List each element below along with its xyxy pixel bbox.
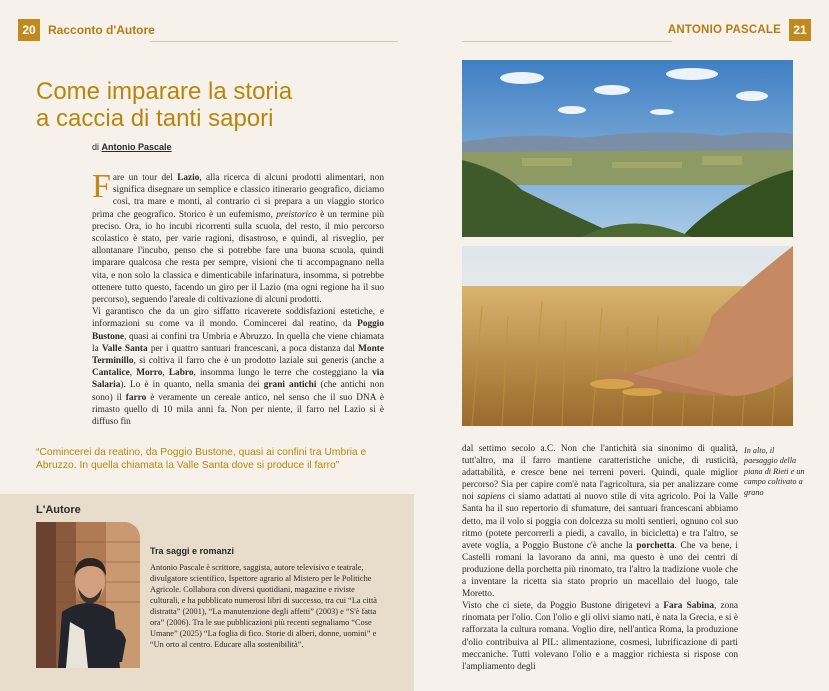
paragraph-2: Vi garantisco che da un giro siffatto ricaverete soddisfazioni estetiche, e informazioni su come va il mondo. Comincerei dal reatino, da Poggio Bustone, quasi ai confini tra Umbria e Abruzzo. In quella che viene chiamata la Valle Santa per i quattro santuari francescani, a poca distanza dal Monte Terminillo, si coltiva il farro che è un prodotto laziale sui generis (anche a Cantalice, Morro, Labro, insomma lungo le terre che costeggiano la via Salaria). Lo è in quanto, nella smania dei grani antichi (che antichi non sono) il farro è veramente un cereale antico, nel senso che il suo DNA è rimasto quello di 10 mila anni fa. Non per niente, il farro nel Lazio si è diffuso fin (92, 307, 384, 428)
wheat-hand-photo (462, 246, 793, 426)
author-box-subheading: Tra saggi e romanzi (150, 546, 235, 556)
left-page-number: 20 (18, 19, 40, 41)
landscape-photo (462, 60, 793, 237)
byline (92, 142, 172, 152)
right-page-number: 21 (789, 19, 811, 41)
title-line-2: a caccia di tanti sapori (36, 105, 274, 132)
article-body-right (462, 443, 738, 673)
header-author: ANTONIO PASCALE (667, 24, 781, 36)
paragraph-1: Fare un tour del Lazio, alla ricerca di alcuni prodotti alimentari, non significa disegnare un semplice e classico itinerario geografico, diciamo così, tra mare e monti, al contrario ci si prepara a un viaggio storico prima che geografico. Storico è un eufemismo, preistorico è un termine più preciso. Ora, io ho incubi ricorrenti sulla scuola, del resto, il mio percorso scolastico è stato, per varie ragioni, disastroso, e quindi, al risveglio, per allontanare l'incubo, penso che si potrebbe fare una buona scuola, quindi imparare qualcosa che resta per sempre, visioni che ti accompagnano nella vita, e non solo la classica e dimenticabile infarinatura, insomma, si potrebbe ottenere tutto questo, facendo un giro per il Lazio (ma ogni regione ha il suo percorso), seguendo l'areale di coltivazione di alcuni prodotti. (92, 168, 385, 306)
header-rule-left (150, 41, 398, 42)
page-header (0, 0, 829, 40)
section-title: Racconto d'Autore (48, 23, 155, 37)
right-header (668, 19, 811, 41)
drop-cap: F (92, 168, 111, 205)
byline-prefix: di (92, 142, 102, 152)
pull-quote: “Comincerei da reatino, da Poggio Bustone, quasi ai confini tra Umbria e Abruzzo. In quella chiamata la Valle Santa dove si produce il farro” (36, 447, 367, 471)
title-line-1: Come imparare la storia (36, 78, 293, 105)
header-rule-right (462, 41, 672, 42)
paragraph-4: Visto che ci siete, da Poggio Bustone dirigetevi a Fara Sabina, zona rinomata per l'olio. Con l'olio e gli olivi siamo nati, è nata la Grecia, e si è rafforzata la cultura romana. Voglio dire, nell'antica Roma, la produzione d'olio contribuiva al PIL: alimentazione, cosmesi, lubrificazione di parti meccaniche. Tutti volevano l'olio e a maggior richiesta si rispose con l'ampliamento degli (462, 601, 738, 672)
article-title (36, 78, 336, 132)
photo-caption: In alto, il paesaggio della piana di Rieti e un campo coltivato a grano (744, 446, 805, 497)
author-bio: Antonio Pascale è scrittore, saggista, autore televisivo e teatrale, divulgatore scientifico, Ispettore agrario al Mistero per le Politiche Agricole. Collabora con diversi quotidiani, magazine e riviste culturali, e ha pubblicato numerosi libri di successo, tra cui “La città distratta” (2001), “La manutenzione degli affetti” (2003) e “S'è fatta ora” (2006). Tra le sue pubblicazioni più recenti segnaliamo “Cose Umane” (2025) “La foglia di fico. Storie di alberi, donne, uomini” e “Un orto al centro. Educare alla sostenibilità”. (150, 563, 377, 649)
byline-author: Antonio Pascale (101, 142, 172, 152)
author-photo (36, 522, 140, 668)
paragraph-3: dal settimo secolo a.C. Non che l'antichità sia sinonimo di qualità, tutt'altro, ma il farro mantiene caratteristiche uniche, di rusticità, adattabilità, e cresce bene nei terreni poveri. Quindi, quale miglior percorso? Sia per capire com'è nata l'agricoltura, sia per analizzare come noi sapiens ci siamo adattati al nuovo stile di vita agricolo. Poi la Valle Santa ha il suo repertorio di sfumature, dei santuari francescani abbiamo detto, ma il volo si poggia con dolcezza su molti sentieri, ognuno col suo ritmo (potete percorrerli a piedi, a cavallo, in bicicletta) e tra l'altro, se avete voglia, a Poggio Bustone c'è anche la porchetta. Che va bene, i Castelli romani la lavorano da anni, ma questo è uno dei centri di produzione della porchetta più rinomato, tra l'altro la tradizione vuole che a inventare la ricetta sia stato proprio un macellaio del luogo, tale Moretto. (462, 444, 738, 600)
left-header (18, 19, 155, 41)
article-body-left (92, 168, 385, 428)
author-box-heading: L'Autore (36, 504, 81, 516)
